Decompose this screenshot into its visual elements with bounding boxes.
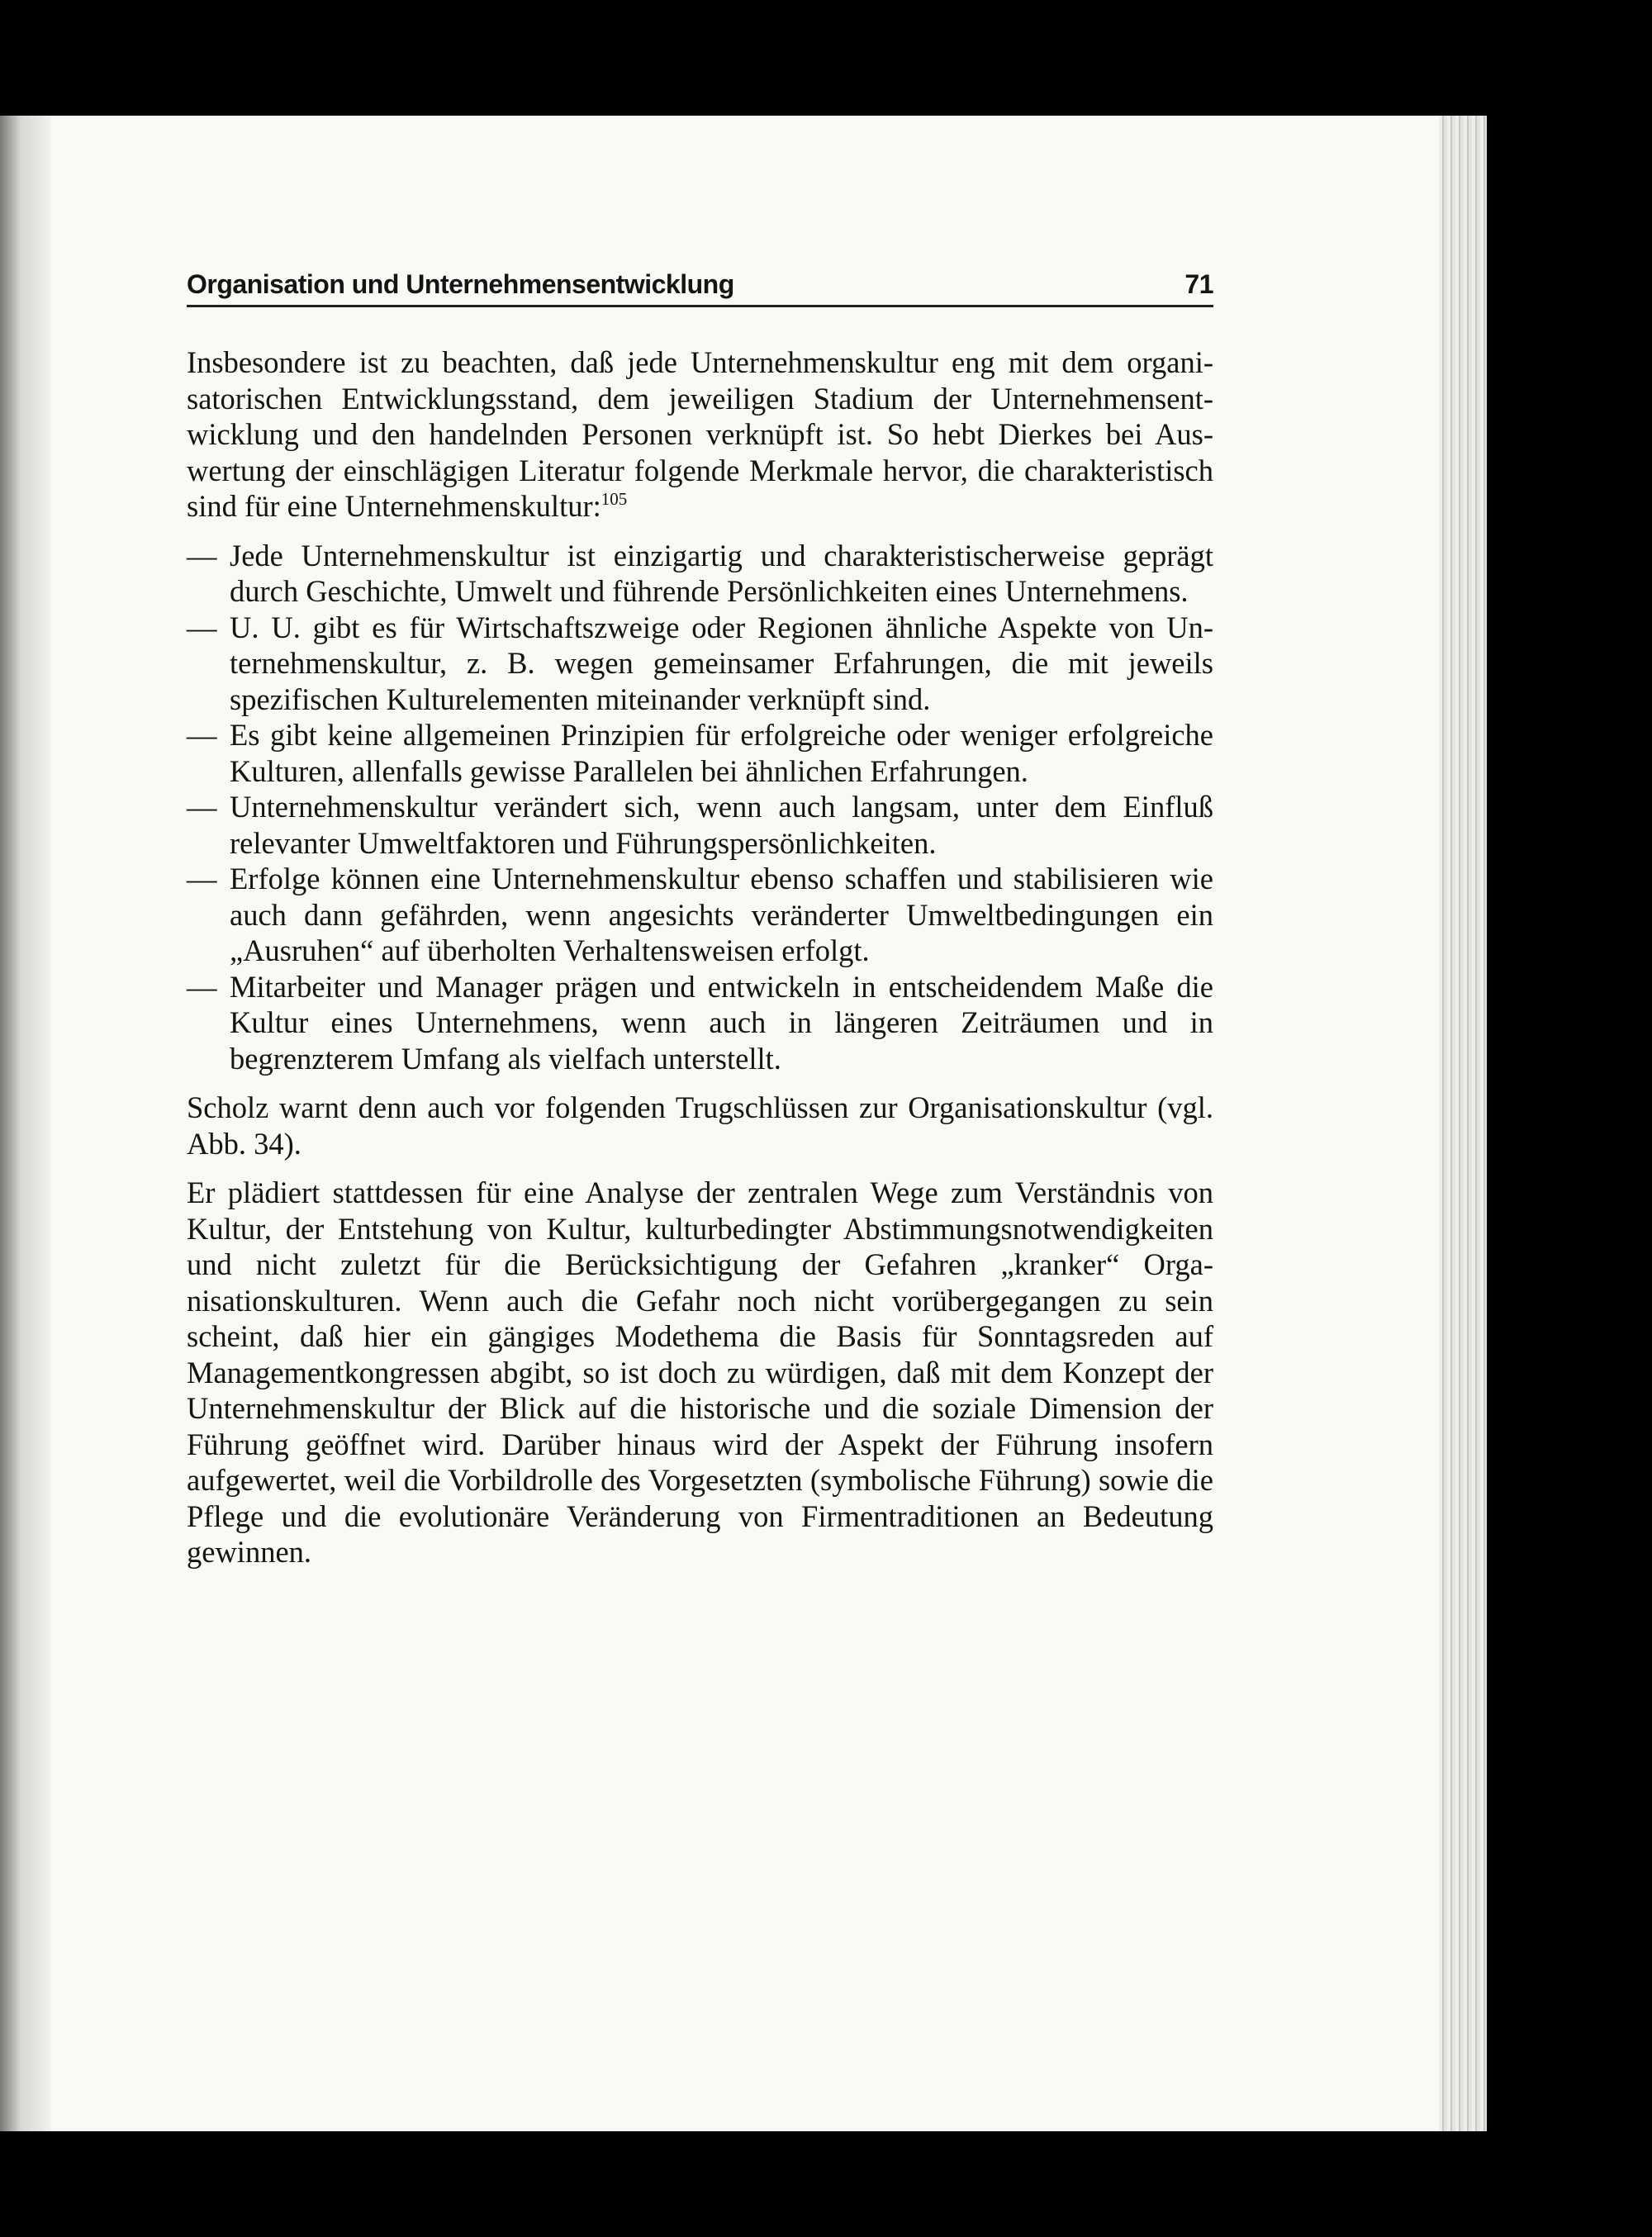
list-dash: — [187, 718, 217, 752]
list-item: — Erfolge können eine Unternehmenskultur ebenso schaffen und stabilisieren wie auch dann gefährden, wenn angesichts veränderter Umweltbedingungen ein „Ausruhen“ auf überholten Verhaltensweisen erfolgt. [187, 862, 1213, 967]
list-dash: — [187, 538, 217, 572]
list-dash: — [187, 862, 217, 895]
paragraph-analysis: Er plädiert stattdessen für eine Analyse der zentralen Wege zum Verständnis von Kultur, der Entstehung von Kultur, kulturbedingter Abstimmungsnotwendigkeiten und nicht zuletzt für die Berücksichtigung der Gefahren „kranker“ Organisationskulturen. Wenn auch die Gefahr noch nicht vorübergegangen zu sein scheint, daß hier ein gängiges Modethema die Basis für Sonntagsreden auf Managementkongressen abgibt, so ist doch zu würdigen, daß mit dem Konzept der Unternehmenskultur der Blick auf die historische und die soziale Dimension der Führung geöffnet wird. Darüber hinaus wird der Aspekt der Führung insofern aufgewertet, weil die Vorbildrolle des Vorgesetzten (symbolische Führung) sowie die Pflege und die evolutionäre Veränderung von Firmentraditionen an Bedeutung gewinnen. [187, 1175, 1213, 1569]
list-item: — Jede Unternehmenskultur ist einzigartig und charakteristischerweise geprägt durch Geschichte, Umwelt und führende Persönlichkeiten eines Unternehmens. [187, 538, 1213, 608]
list-item: — Mitarbeiter und Manager prägen und entwickeln in entscheidendem Maße die Kultur eines Unternehmens, wenn auch in längeren Zeiträumen und in begrenzterem Umfang als vielfach unterstellt. [187, 969, 1213, 1076]
list-item: — Unternehmenskultur verändert sich, wenn auch langsam, unter dem Einfluß relevanter Umweltfaktoren und Führungspersönlichkeiten. [187, 790, 1213, 860]
paragraph-scholz: Scholz warnt denn auch vor folgenden Trugschlüssen zur Organisationskultur (vgl. Abb. 34). [187, 1090, 1213, 1161]
page-stack-edge [1439, 116, 1487, 2131]
facing-page-edge [0, 116, 51, 2131]
list-dash: — [187, 790, 217, 824]
running-header [187, 269, 1213, 307]
list-item: — Es gibt keine allgemeinen Prinzipien für erfolgreiche oder weniger erfolgreiche Kulturen, allenfalls gewisse Parallelen bei ähnlichen Erfahrungen. [187, 718, 1213, 788]
running-title: Organisation und Unternehmensentwicklung [187, 269, 734, 299]
footnote-reference: 105 [601, 489, 628, 509]
list-item: — U. U. gibt es für Wirtschaftszweige oder Regionen ähnliche Aspekte von Unternehmenskultur, z. B. wegen gemeinsamer Erfahrungen, die mit jeweils spezifischen Kulturelementen miteinander verknüpft sind. [187, 610, 1213, 716]
intro-paragraph [187, 344, 1213, 525]
characteristics-list [187, 538, 1213, 1077]
list-dash: — [187, 969, 217, 1004]
intro-text: Insbesondere ist zu beachten, daß jede Unternehmenskultur eng mit dem organisatorischen Entwicklungsstand, dem jeweiligen Stadium der Unternehmensentwicklung und den handelnden Personen verknüpft ist. So hebt Dierkes bei Auswertung der einschlägigen Literatur folgende Merkmale hervor, die charakteristisch sind für eine Unternehmenskultur: [187, 345, 1213, 523]
page-number: 71 [1184, 269, 1213, 299]
page-content [187, 269, 1213, 1584]
list-dash: — [187, 610, 217, 644]
